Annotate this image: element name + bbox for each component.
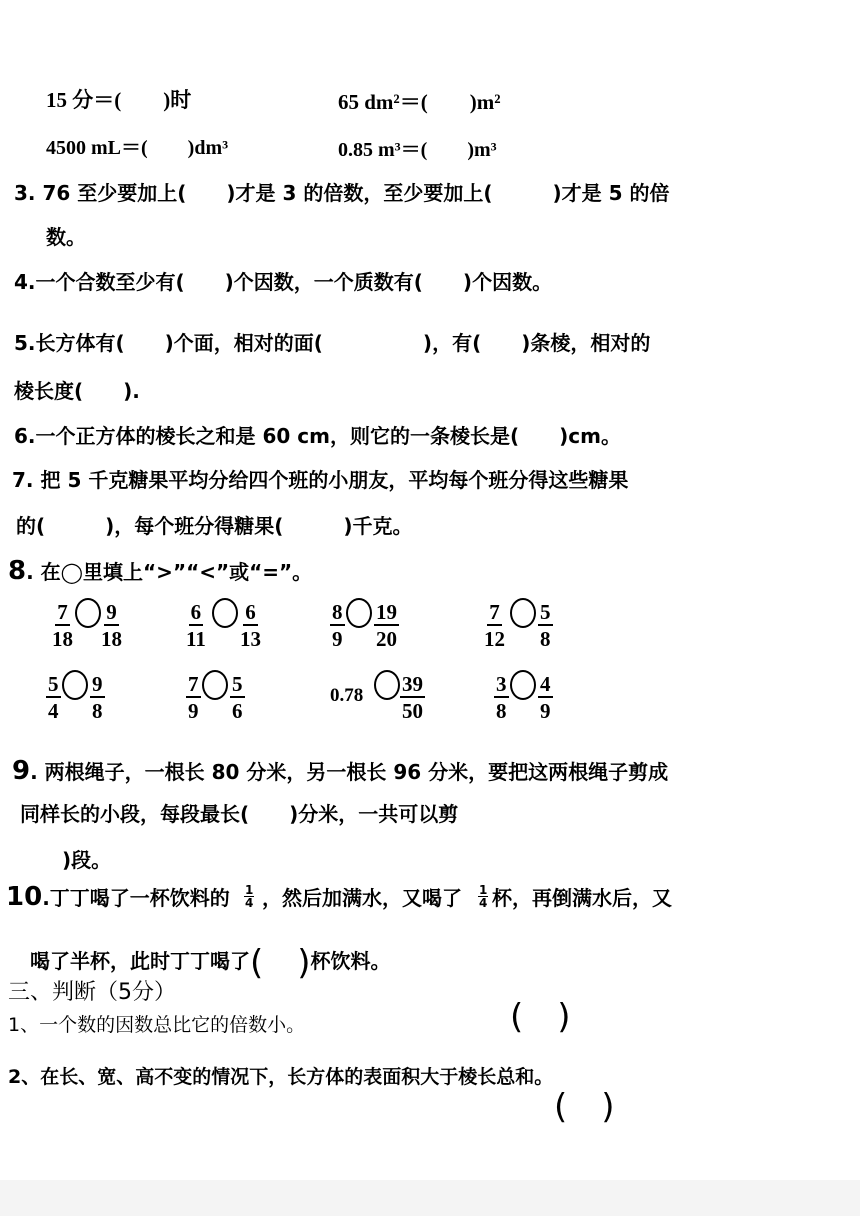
section-3-title: 三、判断（5分） xyxy=(8,980,176,1005)
question-10-line-2a: 喝了半杯，此时丁丁喝了 xyxy=(30,949,250,973)
compare-r1c1-right: $\frac{9}{18}$ xyxy=(101,600,122,651)
question-8-number: 8 xyxy=(8,556,27,586)
compare-r1c1-left: $\frac{7}{18}$ xyxy=(52,600,73,651)
compare-r2c3-left-decimal: 0.78 xyxy=(330,685,364,706)
question-4: 4.一个合数至少有( )个因数，一个质数有( )个因数。 xyxy=(14,270,553,294)
question-6: 6.一个正方体的棱长之和是 60 cm，则它的一条棱长是( )cm。 xyxy=(14,424,621,448)
question-9-line-1 xyxy=(12,758,668,784)
compare-circle[interactable] xyxy=(374,670,400,700)
question-9-line-2: 同样长的小段，每段最长( )分米，一共可以剪 xyxy=(20,802,459,826)
compare-r2c2-left: $\frac{7}{9}$ xyxy=(188,672,199,723)
compare-r1c2-right: $\frac{6}{13}$ xyxy=(240,600,261,651)
question-9-text: . 两根绳子，一根长 80 分米，另一根长 96 分米，要把这两根绳子剪成 xyxy=(30,760,669,784)
question-10-line-2 xyxy=(30,940,391,983)
question-5-line-1: 5.长方体有( )个面，相对的面( )，有( )条棱，相对的 xyxy=(14,331,651,355)
compare-circle[interactable] xyxy=(212,598,238,628)
compare-r2c3-right: $\frac{39}{50}$ xyxy=(402,672,423,723)
conversion-d: 0.85 m³＝( )m³ xyxy=(338,139,497,161)
conversion-a: 15 分＝( )时 xyxy=(46,88,192,112)
compare-r1c4-left: $\frac{7}{12}$ xyxy=(484,600,505,651)
compare-circle[interactable] xyxy=(62,670,88,700)
conversion-b: 65 dm²＝( )m² xyxy=(338,90,501,114)
question-10-line-2b: 杯饮料。 xyxy=(310,949,391,973)
question-7-line-2: 的( )，每个班分得糖果( )千克。 xyxy=(16,514,413,538)
question-10-part-3: 杯，再倒满水后，又 xyxy=(492,886,672,910)
page-bottom-edge xyxy=(0,1180,860,1216)
question-10-number: 10 xyxy=(6,882,43,912)
judgement-2: 2、在长、宽、高不变的情况下，长方体的表面积大于棱长总和。 xyxy=(8,1066,554,1088)
compare-circle[interactable] xyxy=(510,670,536,700)
compare-r1c3-right: $\frac{19}{20}$ xyxy=(376,600,397,651)
compare-r2c4-left: $\frac{3}{8}$ xyxy=(496,672,507,723)
question-8-header xyxy=(8,558,312,584)
question-8-text: . 在◯里填上“>”“<”或“=”。 xyxy=(26,560,313,584)
compare-r1c4-right: $\frac{5}{8}$ xyxy=(540,600,551,651)
compare-r2c4-right: $\frac{4}{9}$ xyxy=(540,672,551,723)
question-10-part-2: ，然后加满水，又喝了 xyxy=(262,886,462,910)
question-7-line-1: 7. 把 5 千克糖果平均分给四个班的小朋友，平均每个班分得这些糖果 xyxy=(12,468,629,492)
compare-r2c1-right: $\frac{9}{8}$ xyxy=(92,672,103,723)
question-3-line-1: 3. 76 至少要加上( )才是 3 的倍数，至少要加上( )才是 5 的倍 xyxy=(14,181,670,205)
question-10-fraction-2: 1 4 xyxy=(479,883,488,910)
question-9-number: 9 xyxy=(12,756,31,786)
compare-circle[interactable] xyxy=(75,598,101,628)
compare-circle[interactable] xyxy=(510,598,536,628)
question-5-line-2: 棱长度( ). xyxy=(14,379,140,403)
question-10-fraction-1: 1 4 xyxy=(245,883,254,910)
compare-r2c1-left: $\frac{5}{4}$ xyxy=(48,672,59,723)
compare-circle[interactable] xyxy=(346,598,372,628)
question-10-part-1: .丁丁喝了一杯饮料的 xyxy=(42,886,230,910)
compare-r2c2-right: $\frac{5}{6}$ xyxy=(232,672,243,723)
conversion-c: 4500 mL＝( )dm³ xyxy=(46,137,229,159)
judgement-1: 1、一个数的因数总比它的倍数小。 xyxy=(8,1014,306,1036)
compare-circle[interactable] xyxy=(202,670,228,700)
judgement-1-parentheses[interactable]: ( ) xyxy=(510,997,571,1037)
compare-r1c3-left: $\frac{8}{9}$ xyxy=(332,600,343,651)
question-10-line-1 xyxy=(6,884,230,910)
compare-r1c2-left: $\frac{6}{11}$ xyxy=(186,600,206,651)
question-3-line-2: 数。 xyxy=(46,225,86,249)
question-9-line-3: )段。 xyxy=(62,848,112,872)
judgement-2-parentheses[interactable]: ( ) xyxy=(554,1087,615,1127)
answer-parentheses[interactable]: ( ) xyxy=(250,943,311,983)
